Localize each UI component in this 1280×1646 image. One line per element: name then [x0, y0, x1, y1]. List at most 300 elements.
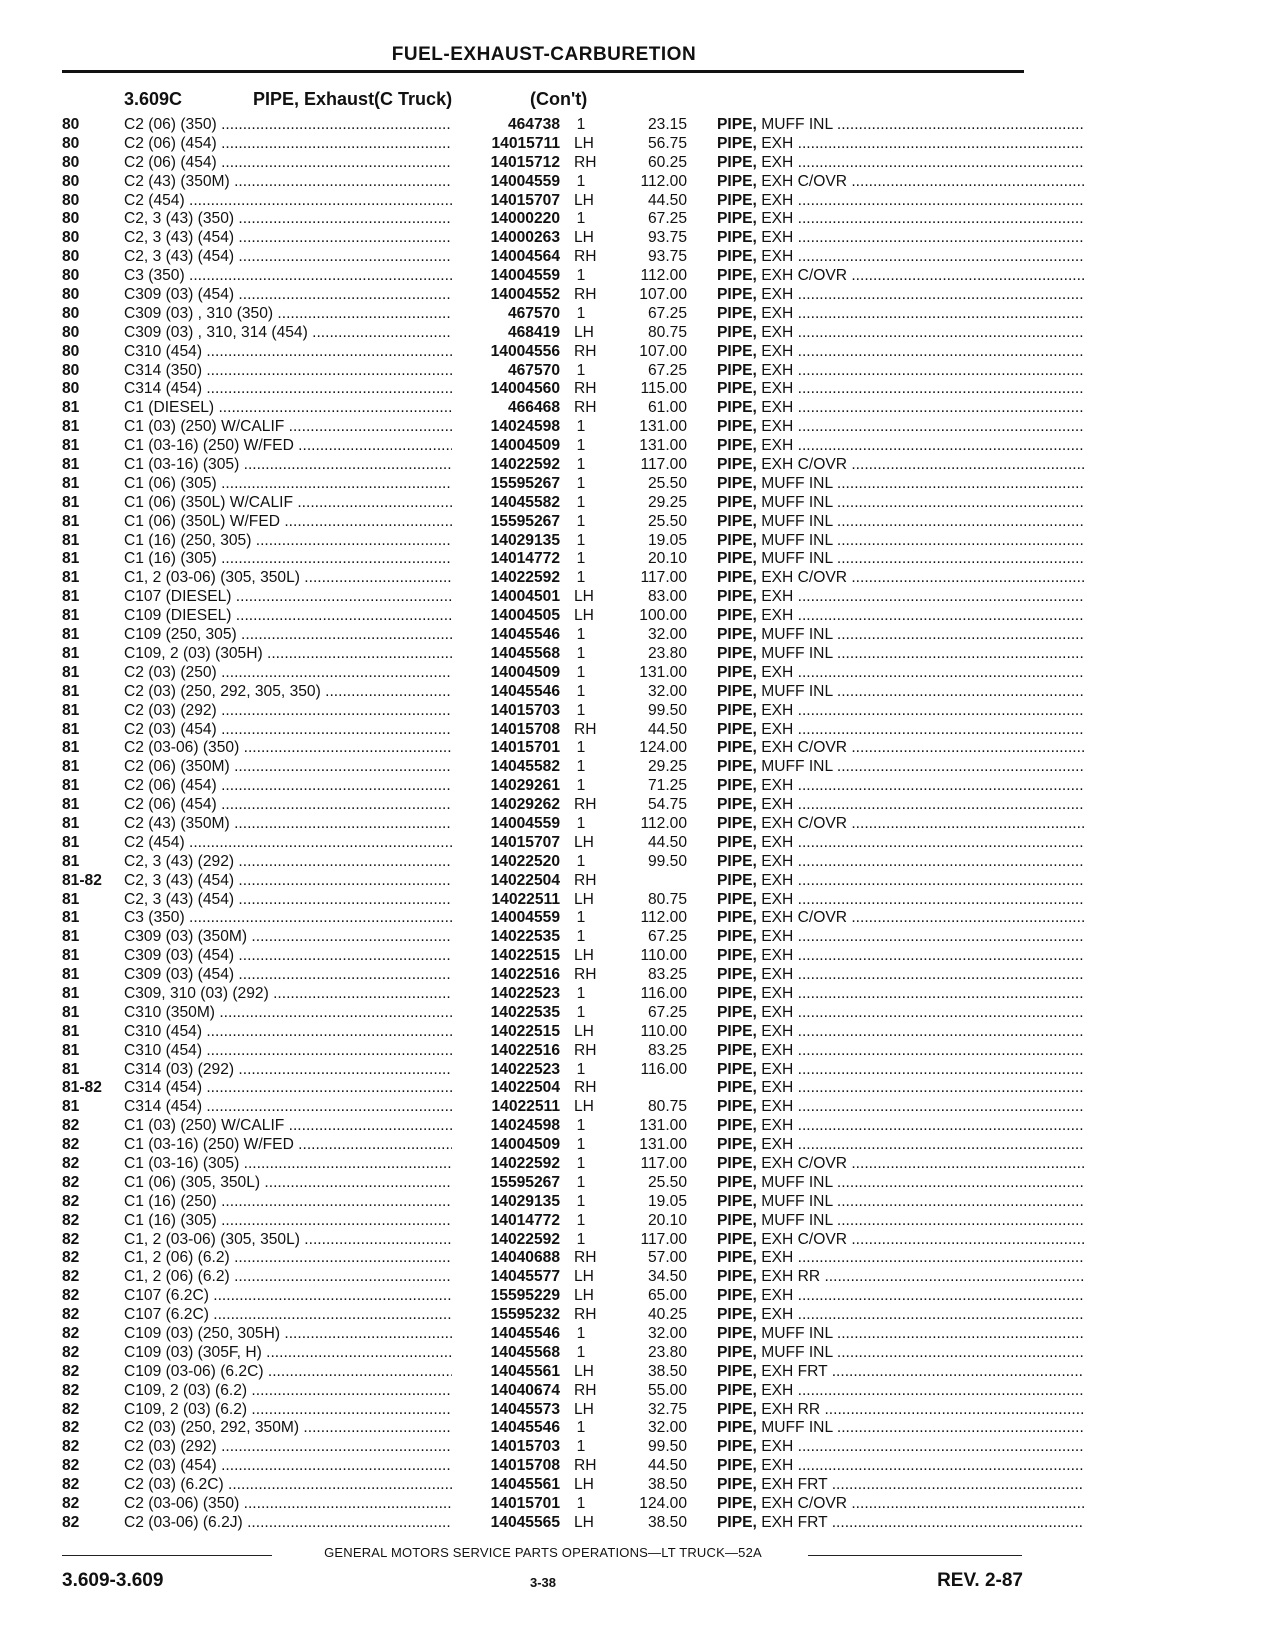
table-row [62, 286, 1024, 305]
part-number-cell: 14015701 [490, 1495, 560, 1513]
part-name-cell [717, 985, 1084, 1004]
table-row [62, 1023, 1024, 1042]
description-cell: C1 (16) (305) ..... [124, 550, 452, 569]
part-name-cell [717, 1476, 1084, 1495]
part-name-modifier: EXH ..... [761, 1098, 1084, 1115]
part-name-cell [717, 683, 1084, 702]
description-cell: C2 (43) (350M) ..... [124, 173, 452, 192]
part-name-noun: PIPE, [717, 474, 757, 492]
part-name-cell [717, 607, 1084, 626]
part-name-cell [717, 1382, 1084, 1401]
part-name-modifier: EXH ..... [761, 286, 1084, 303]
part-name-cell [717, 192, 1084, 211]
year-cell: 81 [62, 437, 80, 455]
part-name-cell [717, 1495, 1084, 1514]
table-row [62, 1098, 1024, 1117]
part-name-noun: PIPE, [717, 852, 757, 870]
part-name-cell [717, 1061, 1084, 1080]
part-name-modifier: EXH ..... [761, 1061, 1084, 1078]
table-row [62, 569, 1024, 588]
part-name-modifier: EXH C/OVR ..... [761, 456, 1084, 473]
price-cell: 32.00 [647, 626, 687, 644]
price-cell: 93.75 [647, 229, 687, 247]
quantity-cell: RH [574, 380, 597, 398]
part-name-cell [717, 1401, 1084, 1420]
part-name-noun: PIPE, [717, 418, 757, 436]
part-name-modifier: MUFF INL ..... [761, 475, 1084, 492]
part-name-noun: PIPE, [717, 1211, 757, 1229]
quantity-cell: 1 [576, 909, 586, 927]
part-name-modifier: EXH ..... [761, 664, 1084, 681]
header-rule [62, 70, 1024, 73]
price-cell: 112.00 [640, 814, 687, 832]
part-number-cell: 14045561 [490, 1362, 560, 1380]
description-cell: C1, 2 (06) (6.2) ..... [124, 1249, 452, 1268]
part-name-noun: PIPE, [717, 1079, 757, 1097]
table-row [62, 796, 1024, 815]
part-name-modifier: EXH ..... [761, 891, 1084, 908]
table-row [62, 456, 1024, 475]
table-row [62, 645, 1024, 664]
quantity-cell: 1 [576, 682, 586, 700]
year-cell: 81 [62, 607, 80, 625]
table-row [62, 1476, 1024, 1495]
price-cell: 61.00 [647, 399, 687, 417]
section-continued: (Con't) [530, 89, 588, 109]
price-cell: 23.80 [647, 644, 687, 662]
part-number-cell: 14004509 [490, 437, 560, 455]
part-number-cell: 14022515 [490, 947, 560, 965]
part-name-modifier: EXH ..... [761, 985, 1084, 1002]
part-name-noun: PIPE, [717, 833, 757, 851]
table-row [62, 305, 1024, 324]
footer-publisher: GENERAL MOTORS SERVICE PARTS OPERATIONS—LT TRUCK—52A [324, 1545, 762, 1560]
part-name-cell [717, 173, 1084, 192]
quantity-cell: 1 [576, 984, 586, 1002]
year-cell: 81 [62, 720, 80, 738]
price-cell: 65.00 [647, 1287, 687, 1305]
part-number-cell: 14029135 [490, 1192, 560, 1210]
part-number-cell: 14004559 [490, 172, 560, 190]
quantity-cell: 1 [576, 701, 586, 719]
quantity-cell: 1 [576, 814, 586, 832]
part-name-noun: PIPE, [717, 644, 757, 662]
price-cell: 67.25 [647, 361, 687, 379]
part-number-cell: 14004564 [490, 248, 560, 266]
year-cell: 80 [62, 248, 80, 266]
year-cell: 81 [62, 852, 80, 870]
part-number-cell: 14015703 [490, 1438, 560, 1456]
part-name-noun: PIPE, [717, 134, 757, 152]
part-number-cell: 14045546 [490, 1419, 560, 1437]
quantity-cell: LH [574, 947, 594, 965]
part-name-noun: PIPE, [717, 493, 757, 511]
price-cell: 25.50 [647, 474, 687, 492]
part-name-noun: PIPE, [717, 966, 757, 984]
price-cell: 131.00 [639, 663, 687, 681]
part-name-noun: PIPE, [717, 172, 757, 190]
table-row [62, 1419, 1024, 1438]
quantity-cell: RH [574, 720, 597, 738]
part-name-modifier: EXH ..... [761, 210, 1084, 227]
part-name-modifier: EXH ..... [761, 1004, 1084, 1021]
part-number-cell: 15595267 [490, 474, 560, 492]
part-name-noun: PIPE, [717, 1154, 757, 1172]
table-row [62, 1363, 1024, 1382]
description-cell: C314 (03) (292) ..... [124, 1061, 452, 1080]
year-cell: 82 [62, 1400, 80, 1418]
description-cell: C107 (6.2C) ..... [124, 1287, 452, 1306]
part-name-modifier: EXH ..... [761, 928, 1084, 945]
part-name-modifier: EXH ..... [761, 777, 1084, 794]
part-number-cell: 14029135 [490, 531, 560, 549]
part-name-noun: PIPE, [717, 1022, 757, 1040]
part-number-cell: 14045568 [490, 644, 560, 662]
part-name-modifier: MUFF INL ..... [761, 1212, 1084, 1229]
part-number-cell: 14022535 [490, 1003, 560, 1021]
description-cell: C2 (454) ..... [124, 834, 452, 853]
part-number-cell: 14015711 [491, 134, 560, 152]
part-number-cell: 464738 [507, 116, 560, 133]
description-cell: C2 (03) (292) ..... [124, 1438, 452, 1457]
part-name-modifier: EXH ..... [761, 834, 1084, 851]
quantity-cell: LH [574, 1287, 594, 1305]
quantity-cell: LH [574, 229, 594, 247]
part-name-noun: PIPE, [717, 191, 757, 209]
quantity-cell: RH [574, 286, 597, 304]
description-cell: C310 (454) ..... [124, 1023, 452, 1042]
part-number-cell: 14024598 [490, 1117, 560, 1135]
description-cell: C2 (06) (350M) ..... [124, 758, 452, 777]
price-cell: 32.00 [647, 1419, 687, 1437]
part-number-cell: 14045573 [490, 1400, 560, 1418]
year-cell: 81 [62, 833, 80, 851]
price-cell: 23.80 [647, 1343, 687, 1361]
part-name-noun: PIPE, [717, 1041, 757, 1059]
part-name-cell [717, 324, 1084, 343]
part-name-modifier: EXH ..... [761, 380, 1084, 397]
price-cell: 67.25 [647, 210, 687, 228]
part-name-modifier: EXH ..... [761, 1136, 1084, 1153]
part-name-modifier: EXH ..... [761, 305, 1084, 322]
table-row [62, 1438, 1024, 1457]
price-cell: 83.00 [647, 588, 687, 606]
price-cell: 29.25 [647, 493, 687, 511]
description-cell: C109, 2 (03) (6.2) ..... [124, 1401, 452, 1420]
description-cell: C2 (06) (454) ..... [124, 777, 452, 796]
description-cell: C109 (DIESEL) ..... [124, 607, 452, 626]
part-name-noun: PIPE, [717, 588, 757, 606]
table-row [62, 834, 1024, 853]
year-cell: 82 [62, 1457, 80, 1475]
table-row [62, 1249, 1024, 1268]
part-name-noun: PIPE, [717, 1173, 757, 1191]
description-cell: C1 (06) (305) ..... [124, 475, 452, 494]
quantity-cell: LH [574, 1098, 594, 1116]
description-cell: C2 (06) (454) ..... [124, 154, 452, 173]
year-cell: 82 [62, 1268, 80, 1286]
description-cell: C2 (43) (350M) ..... [124, 815, 452, 834]
part-name-cell [717, 1193, 1084, 1212]
price-cell: 112.00 [640, 172, 687, 190]
part-name-modifier: EXH ..... [761, 1249, 1084, 1266]
table-row [62, 966, 1024, 985]
part-name-noun: PIPE, [717, 361, 757, 379]
part-name-cell [717, 626, 1084, 645]
description-cell: C109, 2 (03) (305H) ..... [124, 645, 452, 664]
description-cell: C2 (03) (6.2C) ..... [124, 1476, 452, 1495]
description-cell: C309 (03) , 310, 314 (454) ..... [124, 324, 452, 343]
year-cell: 80 [62, 191, 80, 209]
year-cell: 81 [62, 1060, 80, 1078]
quantity-cell: 1 [576, 1230, 586, 1248]
table-row [62, 380, 1024, 399]
description-cell: C1 (03-16) (250) W/FED ..... [124, 437, 452, 456]
quantity-cell: 1 [576, 1495, 586, 1513]
part-name-cell [717, 116, 1084, 135]
table-row [62, 1344, 1024, 1363]
year-cell: 81 [62, 644, 80, 662]
quantity-cell: LH [574, 833, 594, 851]
part-number-cell: 14045561 [490, 1476, 560, 1494]
price-cell: 20.10 [647, 1211, 687, 1229]
table-row [62, 1514, 1024, 1533]
price-cell: 110.00 [640, 1022, 687, 1040]
table-row [62, 1004, 1024, 1023]
quantity-cell: 1 [576, 739, 586, 757]
part-name-modifier: EXH ..... [761, 872, 1084, 889]
part-name-modifier: MUFF INL ..... [761, 513, 1084, 530]
part-number-cell: 14022592 [490, 569, 560, 587]
table-row [62, 343, 1024, 362]
table-row [62, 532, 1024, 551]
part-name-noun: PIPE, [717, 437, 757, 455]
part-name-noun: PIPE, [717, 682, 757, 700]
year-cell: 81 [62, 682, 80, 700]
part-name-cell [717, 550, 1084, 569]
part-name-modifier: MUFF INL ..... [761, 1344, 1084, 1361]
description-cell: C2, 3 (43) (454) ..... [124, 891, 452, 910]
part-name-noun: PIPE, [717, 1362, 757, 1380]
part-name-cell [717, 664, 1084, 683]
part-name-noun: PIPE, [717, 1003, 757, 1021]
year-cell: 81 [62, 399, 80, 417]
part-number-cell: 14004559 [490, 909, 560, 927]
description-cell: C314 (454) ..... [124, 1079, 452, 1098]
price-cell: 55.00 [647, 1381, 687, 1399]
part-name-noun: PIPE, [717, 512, 757, 530]
quantity-cell: 1 [576, 1438, 586, 1456]
part-name-modifier: MUFF INL ..... [761, 683, 1084, 700]
year-cell: 80 [62, 116, 80, 133]
price-cell: 80.75 [647, 323, 687, 341]
description-cell: C2 (03-06) (6.2J) ..... [124, 1514, 452, 1533]
price-cell: 57.00 [647, 1249, 687, 1267]
price-cell: 131.00 [639, 1136, 687, 1154]
part-number-cell: 14022504 [490, 871, 560, 889]
part-number-cell: 14045565 [490, 1513, 560, 1531]
year-cell: 80 [62, 172, 80, 190]
price-cell: 112.00 [640, 267, 687, 285]
part-name-cell [717, 1174, 1084, 1193]
description-cell: C2 (454) ..... [124, 192, 452, 211]
description-cell: C109, 2 (03) (6.2) ..... [124, 1382, 452, 1401]
description-cell: C2, 3 (43) (454) ..... [124, 229, 452, 248]
description-cell: C2 (03) (250, 292, 305, 350) ..... [124, 683, 452, 702]
quantity-cell: RH [574, 1381, 597, 1399]
part-name-cell [717, 1117, 1084, 1136]
price-cell: 115.00 [640, 380, 687, 398]
year-cell: 82 [62, 1438, 80, 1456]
quantity-cell: LH [574, 588, 594, 606]
price-cell: 116.00 [640, 984, 687, 1002]
price-cell: 117.00 [640, 456, 687, 474]
price-cell: 124.00 [639, 1495, 687, 1513]
description-cell: C2 (06) (454) ..... [124, 796, 452, 815]
part-name-noun: PIPE, [717, 229, 757, 247]
quantity-cell: 1 [576, 493, 586, 511]
quantity-cell: RH [574, 796, 597, 814]
part-number-cell: 14015707 [490, 833, 560, 851]
description-cell: C109 (03-06) (6.2C) ..... [124, 1363, 452, 1382]
part-name-noun: PIPE, [717, 1438, 757, 1456]
part-number-cell: 14022592 [490, 1230, 560, 1248]
description-cell: C309, 310 (03) (292) ..... [124, 985, 452, 1004]
quantity-cell: 1 [576, 1343, 586, 1361]
part-name-cell [717, 305, 1084, 324]
table-row [62, 324, 1024, 343]
part-name-modifier: MUFF INL ..... [761, 116, 1084, 133]
part-name-modifier: EXH ..... [761, 721, 1084, 738]
year-cell: 81 [62, 928, 80, 946]
description-cell: C109 (03) (250, 305H) ..... [124, 1325, 452, 1344]
quantity-cell: RH [574, 1249, 597, 1267]
year-cell: 81 [62, 909, 80, 927]
part-name-modifier: EXH ..... [761, 324, 1084, 341]
part-name-cell [717, 1155, 1084, 1174]
part-name-cell [717, 853, 1084, 872]
quantity-cell: 1 [576, 116, 586, 133]
year-cell: 81 [62, 984, 80, 1002]
price-cell: 99.50 [647, 701, 687, 719]
description-cell: C2, 3 (43) (292) ..... [124, 853, 452, 872]
price-cell: 23.15 [647, 116, 687, 133]
description-cell: C1 (03-16) (250) W/FED ..... [124, 1136, 452, 1155]
quantity-cell: 1 [576, 418, 586, 436]
part-name-noun: PIPE, [717, 267, 757, 285]
part-name-cell [717, 267, 1084, 286]
price-cell: 38.50 [647, 1476, 687, 1494]
year-cell: 82 [62, 1419, 80, 1437]
quantity-cell: 1 [576, 1192, 586, 1210]
part-name-modifier: EXH ..... [761, 796, 1084, 813]
part-name-cell [717, 456, 1084, 475]
table-row [62, 815, 1024, 834]
table-row [62, 721, 1024, 740]
part-name-noun: PIPE, [717, 1098, 757, 1116]
part-name-noun: PIPE, [717, 1325, 757, 1342]
part-number-cell: 14015703 [490, 701, 560, 719]
price-cell: 19.05 [647, 1192, 687, 1210]
part-name-modifier: EXH ..... [761, 853, 1084, 870]
table-row [62, 1495, 1024, 1514]
part-name-cell [717, 739, 1084, 758]
table-row [62, 1079, 1024, 1098]
year-cell: 80 [62, 380, 80, 398]
table-row [62, 1042, 1024, 1061]
price-cell: 44.50 [647, 720, 687, 738]
price-cell: 44.50 [647, 833, 687, 851]
part-name-cell [717, 1438, 1084, 1457]
part-name-modifier: EXH C/OVR ..... [761, 569, 1084, 586]
part-name-cell [717, 645, 1084, 664]
part-name-noun: PIPE, [717, 796, 757, 814]
part-name-modifier: EXH ..... [761, 343, 1084, 360]
part-name-modifier: EXH ..... [761, 399, 1084, 416]
table-row [62, 116, 1024, 135]
part-number-cell: 14045546 [490, 682, 560, 700]
part-name-cell [717, 702, 1084, 721]
table-row [62, 192, 1024, 211]
part-name-cell [717, 248, 1084, 267]
year-cell: 81 [62, 626, 80, 644]
price-cell: 116.00 [640, 1060, 687, 1078]
table-row [62, 1325, 1024, 1344]
part-number-cell: 15595232 [490, 1306, 560, 1324]
quantity-cell: RH [574, 966, 597, 984]
table-row [62, 1193, 1024, 1212]
part-name-noun: PIPE, [717, 286, 757, 304]
part-name-noun: PIPE, [717, 342, 757, 360]
price-cell: 19.05 [647, 531, 687, 549]
price-cell: 110.00 [640, 947, 687, 965]
year-cell: 82 [62, 1192, 80, 1210]
part-name-cell [717, 1514, 1084, 1533]
description-cell: C2 (06) (350) ..... [124, 116, 452, 135]
year-cell: 80 [62, 342, 80, 360]
part-number-cell: 14004552 [490, 286, 560, 304]
year-cell: 80 [62, 229, 80, 247]
part-name-modifier: EXH C/OVR ..... [761, 173, 1084, 190]
price-cell: 40.25 [647, 1306, 687, 1324]
part-name-noun: PIPE, [717, 248, 757, 266]
part-name-cell [717, 928, 1084, 947]
description-cell: C1 (06) (350L) W/FED ..... [124, 513, 452, 532]
part-number-cell: 14029261 [490, 777, 560, 795]
price-cell: 117.00 [640, 1230, 687, 1248]
part-name-cell [717, 343, 1084, 362]
table-row [62, 1401, 1024, 1420]
year-cell: 81-82 [62, 1079, 102, 1097]
quantity-cell: 1 [576, 210, 586, 228]
part-number-cell: 14045577 [490, 1268, 560, 1286]
part-name-modifier: MUFF INL ..... [761, 532, 1084, 549]
part-name-modifier: EXH ..... [761, 1117, 1084, 1134]
table-row [62, 588, 1024, 607]
price-cell: 44.50 [647, 1457, 687, 1475]
year-cell: 80 [62, 323, 80, 341]
price-cell: 67.25 [647, 928, 687, 946]
part-name-modifier: EXH C/OVR ..... [761, 1495, 1084, 1512]
year-cell: 81 [62, 1003, 80, 1021]
section-number: 3.609C [124, 89, 183, 109]
table-row [62, 872, 1024, 891]
part-name-noun: PIPE, [717, 1287, 757, 1305]
part-name-cell [717, 1363, 1084, 1382]
table-row [62, 891, 1024, 910]
part-number-cell: 14004556 [490, 342, 560, 360]
part-name-noun: PIPE, [717, 1230, 757, 1248]
